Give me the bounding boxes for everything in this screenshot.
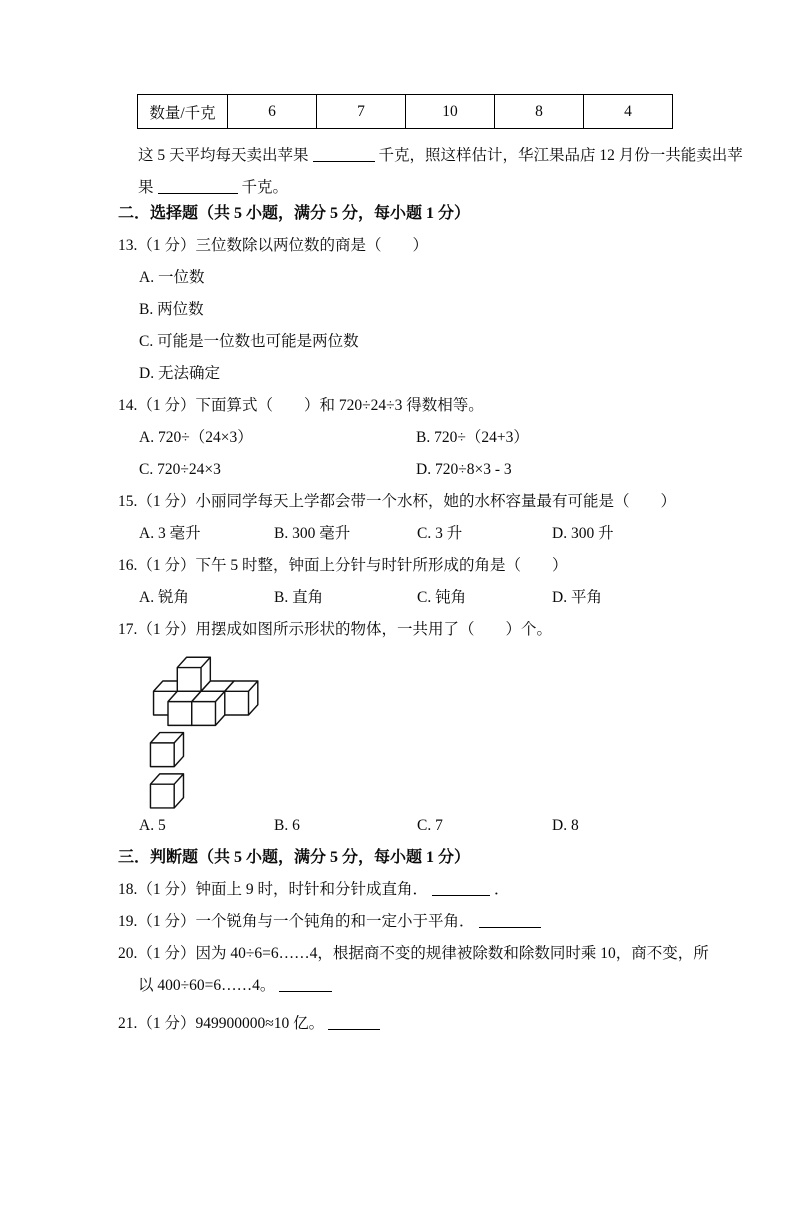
question-15 (118, 486, 793, 550)
question-stem: 以 400÷60=6……4。 (138, 977, 276, 994)
question-stem: 20.（1 分）因为 40÷6=6……4，根据商不变的规律被除数和除数同时乘 10，商不变，所 (118, 945, 709, 962)
cube (225, 681, 258, 715)
option-item-b: B. 直角 (274, 589, 324, 606)
option-grid (139, 582, 793, 614)
cube (150, 733, 183, 767)
cube-cluster (154, 657, 258, 725)
option-item-a: A. 720÷（24×3） (139, 429, 253, 446)
table-value-cell: 6 (228, 95, 317, 129)
table-header-cell: 数量/千克 (138, 95, 228, 129)
option-list (139, 262, 793, 390)
cube (177, 657, 210, 691)
fill-blank-paragraph (138, 140, 793, 204)
option-item-a: A. 5 (139, 817, 166, 834)
single-cube-top (150, 733, 183, 767)
option-grid (139, 422, 793, 486)
question-17 (118, 614, 793, 842)
option-item-b: B. 6 (274, 817, 300, 834)
option-grid (139, 518, 793, 550)
question-20 (118, 938, 793, 1002)
question-21 (118, 1008, 793, 1040)
question-stem: 16.（1 分）下午 5 时整，钟面上分针与时针所形成的角是（ ） (118, 557, 568, 574)
paragraph-text: 这 5 天平均每天卖出苹果 (138, 147, 309, 164)
option-item-d: D. 720÷8×3 - 3 (416, 461, 512, 478)
table-value-cell: 7 (317, 95, 406, 129)
question-stem: 19.（1 分）一个锐角与一个钝角的和一定小于平角． (118, 913, 475, 930)
option-item-c: C. 钝角 (417, 589, 467, 606)
option-item-a: A. 一位数 (139, 269, 205, 286)
quantity-table (137, 94, 673, 129)
question-stem-tail: ． (494, 881, 510, 898)
option-item-d: D. 无法确定 (139, 365, 220, 382)
table-value-cell: 10 (406, 95, 495, 129)
answer-blank (479, 914, 541, 928)
answer-blank (313, 148, 375, 162)
option-item-d: D. 300 升 (552, 525, 614, 542)
table-value-cell: 4 (584, 95, 673, 129)
cube (192, 691, 225, 725)
option-item-a: A. 锐角 (139, 589, 189, 606)
option-item-c: C. 可能是一位数也可能是两位数 (139, 333, 359, 350)
answer-blank (432, 882, 490, 896)
table-row (138, 95, 673, 129)
answer-blank (328, 1016, 380, 1030)
paragraph-text: 千克。 (241, 179, 289, 196)
option-item-b: B. 300 毫升 (274, 525, 351, 542)
option-item-c: C. 7 (417, 817, 443, 834)
section-judge-heading: 三．判断题（共 5 小题，满分 5 分，每小题 1 分） (118, 849, 471, 866)
cube (150, 774, 183, 808)
question-14 (118, 390, 793, 486)
question-stem: 18.（1 分）钟面上 9 时，时针和分针成直角． (118, 881, 429, 898)
single-cube-bottom (150, 774, 183, 808)
question-18 (118, 874, 793, 906)
option-item-b: B. 两位数 (139, 301, 204, 318)
paragraph-text: 果 (138, 179, 154, 196)
answer-blank (158, 180, 238, 194)
question-stem-continuation (138, 970, 793, 1002)
question-stem: 14.（1 分）下面算式（ ）和 720÷24÷3 得数相等。 (118, 397, 484, 414)
option-item-b: B. 720÷（24+3） (416, 429, 529, 446)
option-item-a: A. 3 毫升 (139, 525, 201, 542)
question-stem: 15.（1 分）小丽同学每天上学都会带一个水杯，她的水杯容量最有可能是（ ） (118, 493, 677, 510)
question-stem: 17.（1 分）用摆成如图所示形状的物体，一共用了（ ）个。 (118, 621, 553, 638)
answer-blank (279, 978, 332, 992)
paragraph-text: 千克，照这样估计，华江果品店 12 月份一共能卖出苹 (378, 147, 743, 164)
question-stem: 21.（1 分）949900000≈10 亿。 (118, 1015, 325, 1032)
question-19 (118, 906, 793, 938)
option-item-d: D. 8 (552, 817, 579, 834)
option-item-d: D. 平角 (552, 589, 602, 606)
question-16 (118, 550, 793, 614)
section-choice-heading: 二．选择题（共 5 小题，满分 5 分，每小题 1 分） (118, 205, 471, 222)
cube-arrangement-figure (138, 650, 262, 810)
option-item-c: C. 3 升 (417, 525, 463, 542)
cube-figure-container (138, 650, 793, 810)
exam-page (0, 94, 793, 1040)
option-grid (139, 810, 793, 842)
table-value-cell: 8 (495, 95, 584, 129)
question-13 (118, 230, 793, 390)
option-item-c: C. 720÷24×3 (139, 461, 221, 478)
question-stem: 13.（1 分）三位数除以两位数的商是（ ） (118, 237, 429, 254)
